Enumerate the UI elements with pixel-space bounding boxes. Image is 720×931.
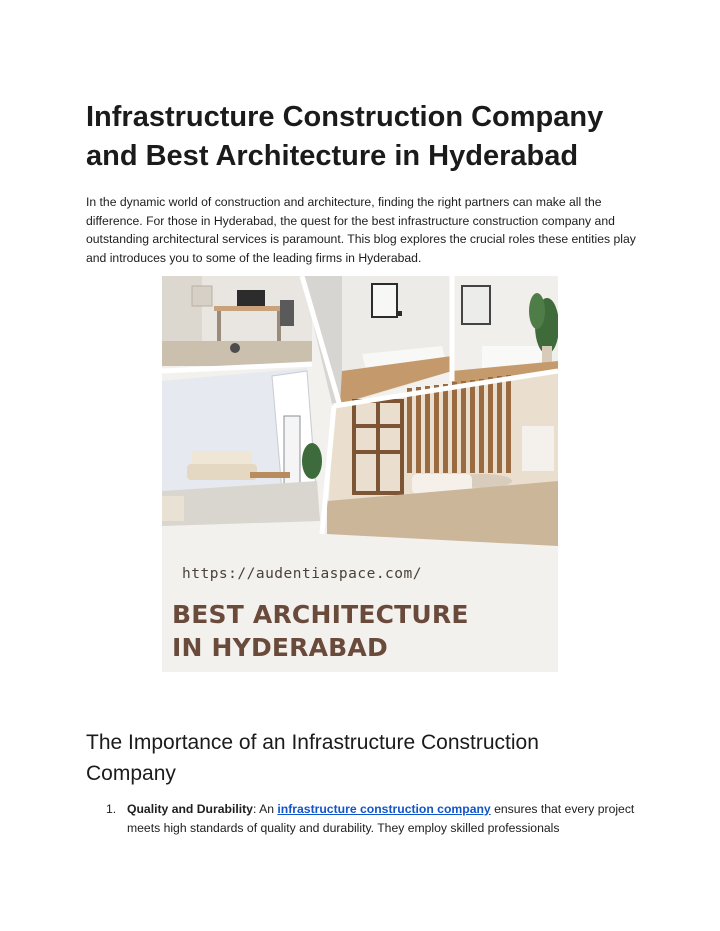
list-item-label: Quality and Durability (127, 802, 253, 816)
list-item (106, 800, 646, 837)
office-photo (162, 276, 312, 366)
list-item-text: ensures that every project meets high standards of quality and durability. They employ skilled professionals (127, 802, 635, 835)
hero-url-text: https://audentiaspace.com/ (182, 566, 422, 582)
hero-tagline (172, 598, 552, 664)
page-title: Infrastructure Construction Company and Best Architecture in Hyderabad (86, 101, 604, 172)
list-item-number: 1. (106, 802, 117, 816)
section-heading: The Importance of an Infrastructure Construction Company (86, 731, 539, 785)
hero-tagline-line2: IN HYDERABAD (172, 633, 388, 662)
hero-tagline-line1: BEST ARCHITECTURE (172, 600, 469, 629)
numbered-list (106, 800, 646, 837)
living-room-photo (162, 368, 322, 526)
infrastructure-company-link[interactable]: infrastructure construction company (277, 802, 491, 816)
list-item-connector: : An (252, 802, 278, 816)
intro-paragraph: In the dynamic world of construction and architecture, finding the right partners can make all the difference. For those in Hyderabad, the quest for the best infrastructure construction company and outstanding architectural services is paramount. This blog explores the crucial roles these entities play and introduces you to some of the leading firms in Hyderabad. (86, 195, 636, 265)
hero-image (162, 276, 558, 672)
